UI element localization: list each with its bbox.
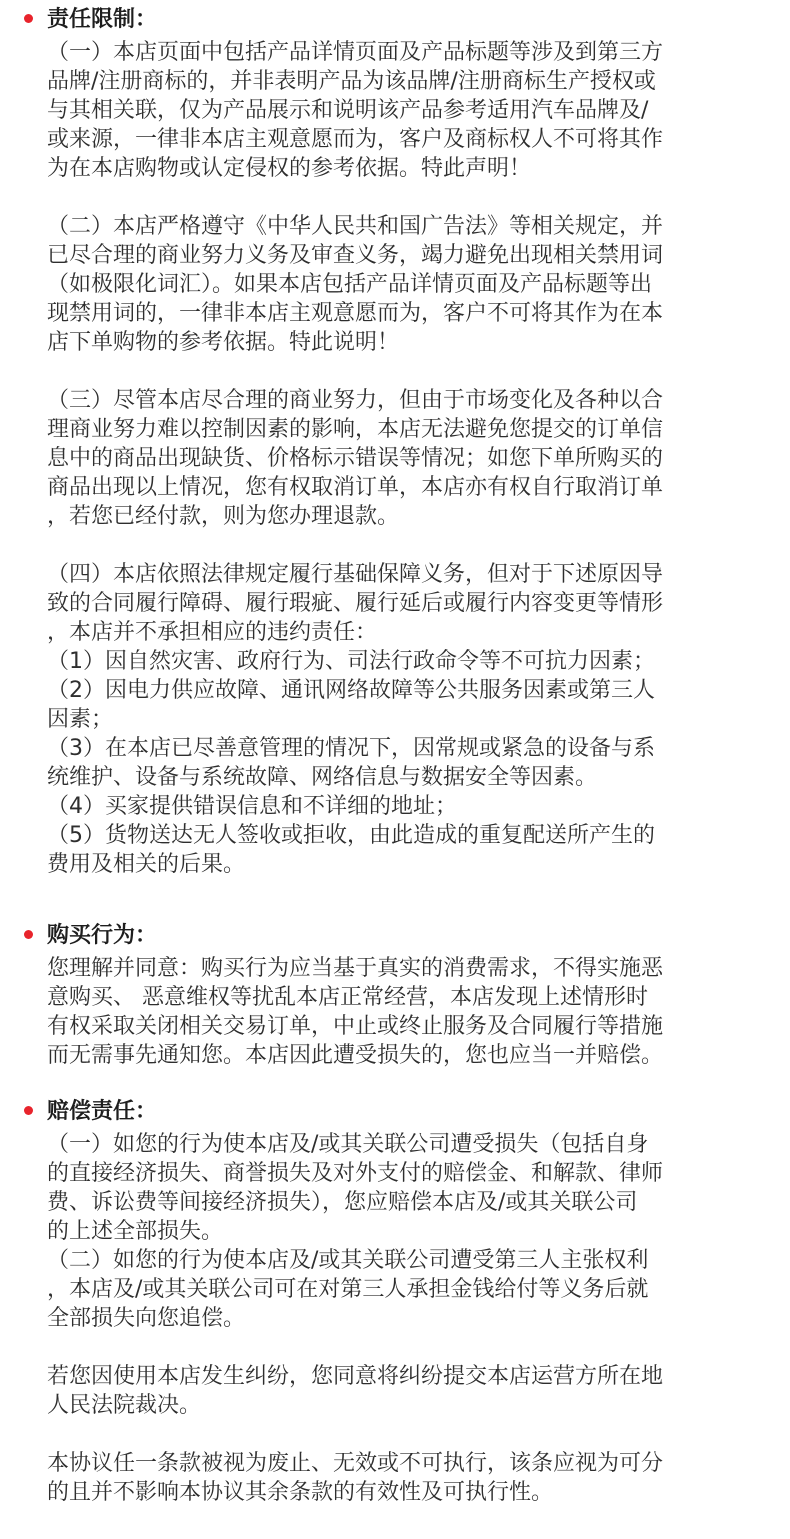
paragraph-line: （5）货物送达无人签收或拒收，由此造成的重复配送所产生的 xyxy=(47,823,655,848)
paragraph-line: 致的合同履行障碍、履行瑕疵、履行延后或履行内容变更等情形 xyxy=(47,591,664,616)
paragraph-line: （4）买家提供错误信息和不详细的地址； xyxy=(47,794,457,819)
paragraph-line: （一）本店页面中包括产品详情页面及产品标题等涉及到第三方 xyxy=(47,40,664,65)
paragraph-line: 与其相关联，仅为产品展示和说明该产品参考适用汽车品牌及/ xyxy=(47,98,649,123)
paragraph-line: 的且并不影响本协议其余条款的有效性及可执行性。 xyxy=(47,1480,554,1505)
section-heading: 购买行为： xyxy=(47,923,158,948)
paragraph-line: 现禁用词的，一律非本店主观意愿而为，客户不可将其作为在本 xyxy=(47,301,664,326)
paragraph-line: 理商业努力难以控制因素的影响，本店无法避免您提交的订单信 xyxy=(47,417,664,442)
paragraph-line: 商品出现以上情况，您有权取消订单，本店亦有权自行取消订单 xyxy=(47,475,664,500)
section-compensation-liability xyxy=(0,1098,790,1505)
section-purchase-behavior xyxy=(0,922,790,1068)
red-dot-bullet-icon xyxy=(24,930,33,939)
paragraph-line: 若您因使用本店发生纠纷，您同意将纠纷提交本店运营方所在地 xyxy=(47,1364,664,1389)
paragraph-line: 意购买、 恶意维权等扰乱本店正常经营，本店发现上述情形时 xyxy=(47,985,648,1010)
paragraph-line: 息中的商品出现缺货、价格标示错误等情况；如您下单所购买的 xyxy=(47,446,664,471)
paragraph-line: （三）尽管本店尽合理的商业努力，但由于市场变化及各种以合 xyxy=(47,388,664,413)
section-heading-row xyxy=(0,6,790,35)
paragraph-line: 因素； xyxy=(47,707,114,732)
paragraph-line: ，若您已经付款，则为您办理退款。 xyxy=(47,504,400,529)
paragraph-line: ，本店及/或其关联公司可在对第三人承担金钱给付等义务后就 xyxy=(47,1277,649,1302)
paragraph-line: 的上述全部损失。 xyxy=(47,1219,224,1244)
red-dot-bullet-icon xyxy=(24,14,33,23)
paragraph-line: 您理解并同意：购买行为应当基于真实的消费需求，不得实施恶 xyxy=(47,956,664,981)
section-liability-limitation xyxy=(0,6,790,877)
paragraph-line: 全部损失向您追偿。 xyxy=(47,1306,246,1331)
paragraph-line: 费用及相关的后果。 xyxy=(47,852,246,877)
section-heading: 赔偿责任： xyxy=(47,1099,158,1124)
paragraph-line: ，本店并不承担相应的违约责任： xyxy=(47,620,378,645)
paragraph-line: 已尽合理的商业努力义务及审查义务，竭力避免出现相关禁用词 xyxy=(47,243,664,268)
paragraph-line: 有权采取关闭相关交易订单，中止或终止服务及合同履行等措施 xyxy=(47,1014,664,1039)
paragraph-line: 或来源，一律非本店主观意愿而为，客户及商标权人不可将其作 xyxy=(47,127,664,152)
paragraph-line: 费、诉讼费等间接经济损失），您应赔偿本店及/或其关联公司 xyxy=(47,1190,638,1215)
paragraph-line: （一）如您的行为使本店及/或其关联公司遭受损失（包括自身 xyxy=(47,1132,649,1157)
paragraph-line: （1）因自然灾害、政府行为、司法行政命令等不可抗力因素； xyxy=(47,649,655,674)
red-dot-bullet-icon xyxy=(24,1106,33,1115)
paragraph-line: （如极限化词汇）。如果本店包括产品详情页面及产品标题等出 xyxy=(47,272,653,297)
section-heading-row xyxy=(0,922,790,951)
paragraph-line: （二）如您的行为使本店及/或其关联公司遭受第三人主张权利 xyxy=(47,1248,649,1273)
paragraph-line: 店下单购物的参考依据。特此说明！ xyxy=(47,330,400,355)
paragraph-line: 的直接经济损失、商誉损失及对外支付的赔偿金、和解款、律师 xyxy=(47,1161,664,1186)
section-heading: 责任限制： xyxy=(47,7,158,32)
section-heading-row xyxy=(0,1098,790,1127)
paragraph-line: 为在本店购物或认定侵权的参考依据。特此声明！ xyxy=(47,156,532,181)
paragraph-line: 品牌/注册商标的，并非表明产品为该品牌/注册商标生产授权或 xyxy=(47,69,656,94)
paragraph-line: 本协议任一条款被视为废止、无效或不可执行，该条应视为可分 xyxy=(47,1451,664,1476)
paragraph-line: （二）本店严格遵守《中华人民共和国广告法》等相关规定，并 xyxy=(47,214,664,239)
paragraph-line: （四）本店依照法律规定履行基础保障义务，但对于下述原因导 xyxy=(47,562,664,587)
paragraph-line: （2）因电力供应故障、通讯网络故障等公共服务因素或第三人 xyxy=(47,678,655,703)
paragraph-line: （3）在本店已尽善意管理的情况下，因常规或紧急的设备与系 xyxy=(47,736,655,761)
paragraph-line: 统维护、设备与系统故障、网络信息与数据安全等因素。 xyxy=(47,765,598,790)
paragraph-line: 人民法院裁决。 xyxy=(47,1393,202,1418)
paragraph-line: 而无需事先通知您。本店因此遭受损失的，您也应当一并赔偿。 xyxy=(47,1043,664,1068)
